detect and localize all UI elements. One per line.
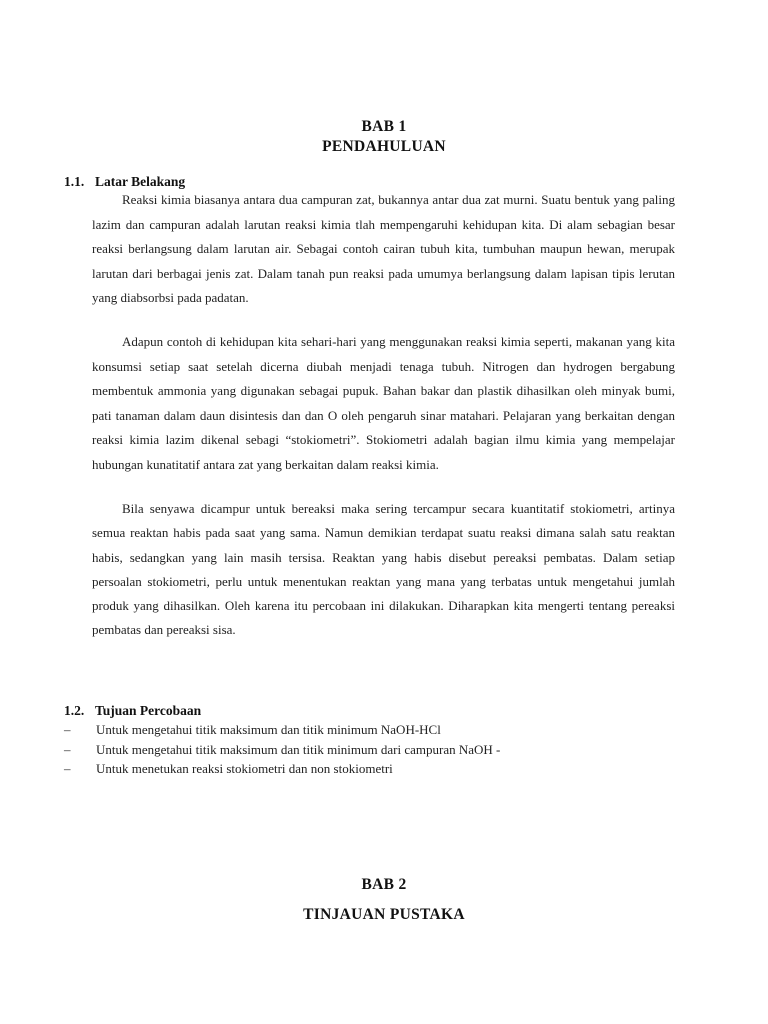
section-1-1-number: 1.1.: [64, 174, 85, 189]
section-1-2-title: Tujuan Percobaan: [95, 703, 202, 718]
paragraph-background-1: Reaksi kimia biasanya antara dua campuran zat, bukannya antar dua zat murni. Suatu bentuk yang paling lazim dan campuran adalah larutan reaksi kimia tlah mempengaruhi kehidupan kita. Di alam sebagian besar reaksi berlangsung dalam larutan air. Sebagai contoh cairan tubuh kita, tumbuhan maupun hewan, merupak larutan dari berbagai jenis zat. Dalam tanah pun reaksi pada umumya berlangsung dalam lapisan tipis lerutan yang diabsorbsi pada padatan.: [92, 192, 675, 306]
list-item-text: Untuk mengetahui titik maksimum dan titik minimum dari campuran NaOH -: [96, 741, 501, 757]
paragraph-background-3: Bila senyawa dicampur untuk bereaksi maka sering tercampur secara kuantitatif stokiometri, artinya semua reaktan habis pada saat yang sama. Namun demikian terdapat suatu reaksi dimana salah satu reaktan habis, sedangkan yang lain masih tersisa. Reaktan yang habis disebut pereaksi pembatas. Dalam setiap persoalan stokiometri, perlu untuk menentukan reaktan yang mana yang terbatas untuk mengetahui jumlah produk yang dihasilkan. Oleh karena itu percobaan ini dilakukan. Diharapkan kita mengerti tentang pereaksi pembatas dan pereaksi sisa.: [92, 501, 675, 638]
chapter-1-title: PENDAHULUAN: [322, 138, 446, 155]
paragraph-background-2: Adapun contoh di kehidupan kita sehari-hari yang menggunakan reaksi kimia seperti, makanan yang kita konsumsi setiap saat setelah dicerna diubah menjadi tenaga tubuh. Nitrogen dan hydrogen bergabung membentuk ammonia yang digunakan sebagai pupuk. Bahan bakar dan plastik dihasilkan oleh minyak bumi, pati tanaman dalam daun disintesis dan dan O oleh pengaruh sinar matahari. Pelajaran yang berkaitan dengan reaksi kimia lazim dikenal sebagi “stokiometri”. Stokiometri adalah bagian ilmu kimia yang mempelajar hubungan kunatitatif antara zat yang berkaitan dalam reaksi kimia.: [92, 334, 675, 472]
section-1-2-heading: [64, 703, 201, 719]
list-item: [64, 740, 500, 760]
section-1-2-number: 1.2.: [64, 703, 85, 718]
chapter-1-label: BAB 1: [361, 118, 407, 135]
bullet-dash: –: [64, 761, 71, 776]
bullet-dash: –: [64, 741, 71, 757]
list-item-text: Untuk mengetahui titik maksimum dan titik minimum NaOH-HCl: [96, 722, 441, 737]
chapter-2-title: TINJAUAN PUSTAKA: [303, 906, 465, 923]
objectives-list: [64, 720, 500, 779]
section-1-1-title: Latar Belakang: [95, 174, 186, 189]
list-item: [64, 759, 500, 779]
list-item: [64, 720, 500, 740]
chapter-2-label: BAB 2: [361, 876, 407, 893]
list-item-text: Untuk menetukan reaksi stokiometri dan non stokiometri: [96, 761, 393, 776]
bullet-dash: –: [64, 722, 71, 737]
